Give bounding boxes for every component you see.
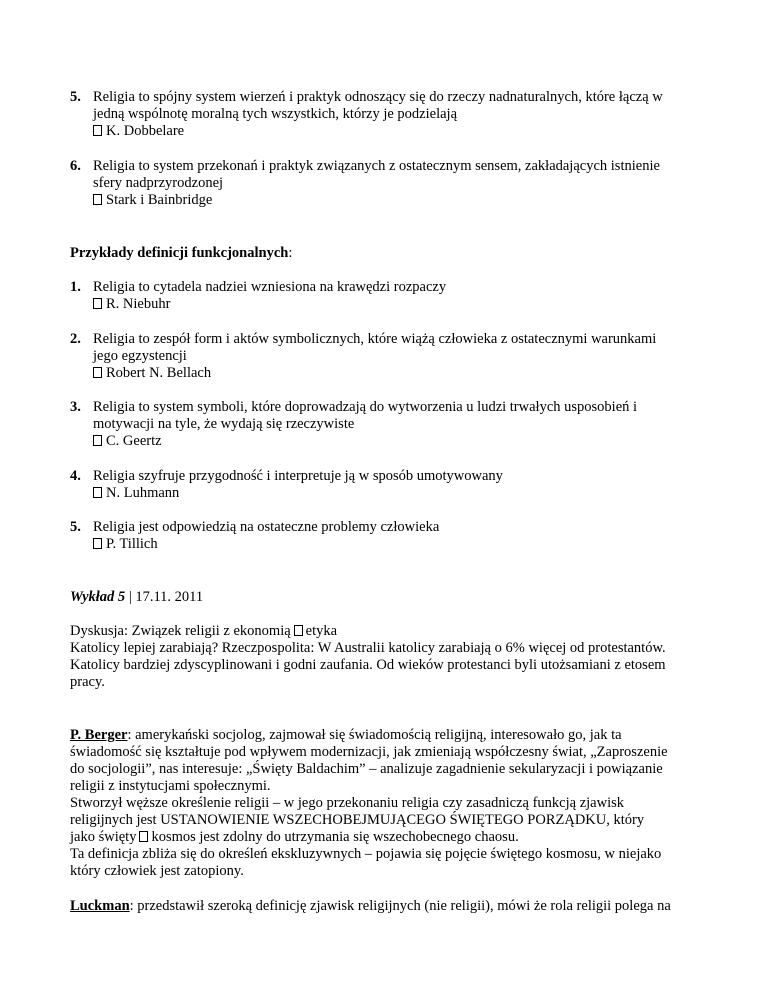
arrow-icon — [93, 538, 102, 549]
paragraph-line: Katolicy bardziej zdyscyplinowani i godni zaufania. Od wieków protestanci byli utożsamiani z etosem — [70, 657, 666, 673]
discussion-suffix: etyka — [305, 623, 338, 639]
paragraph-text: : przedstawił szeroką definicję zjawisk religijnych (nie religii), mówi że rola religii polega na — [129, 898, 671, 914]
definition-author: K. Dobbelare — [106, 123, 185, 139]
arrow-icon — [93, 487, 102, 498]
item-number: 5. — [70, 89, 81, 105]
paragraph-line: Katolicy lepiej zarabiają? Rzeczpospolita: W Australii katolicy zarabiają o 6% więcej od protestantów. — [70, 640, 666, 656]
definition-author: Stark i Bainbridge — [106, 192, 213, 208]
paragraph-line: który człowiek jest zatopiony. — [70, 863, 244, 879]
lecture-header — [70, 589, 690, 606]
definition-line: jedną wspólnotę moralną tych wszystkich, którzy je podzielają — [93, 106, 458, 122]
definition-line: Religia to system symboli, które doprowadzają do wytworzenia u ludzi trwałych usposobień i — [93, 399, 638, 415]
discussion-paragraph — [70, 623, 690, 691]
functional-definition-2 — [70, 331, 690, 382]
item-number: 2. — [70, 331, 81, 347]
lecture-separator: | — [125, 589, 136, 605]
functional-definition-4 — [70, 468, 690, 502]
paragraph-line: religii z instytucjami społecznymi. — [70, 778, 271, 794]
structural-definition-5 — [70, 89, 690, 140]
definition-author: R. Niebuhr — [106, 296, 171, 312]
structural-definition-6 — [70, 158, 690, 209]
berger-paragraph — [70, 727, 690, 880]
definition-author: N. Luhmann — [106, 485, 180, 501]
lecture-title: Wykład 5 — [70, 589, 126, 605]
arrow-icon — [93, 435, 102, 446]
definition-author: P. Tillich — [106, 536, 158, 552]
paragraph-text: jako święty — [70, 829, 137, 845]
arrow-icon — [93, 125, 102, 136]
arrow-icon — [93, 367, 102, 378]
definition-line: Religia to system przekonań i praktyk związanych z ostatecznym sensem, zakładających istnienie — [93, 158, 660, 174]
item-number: 4. — [70, 468, 81, 484]
heading-colon: : — [288, 245, 293, 261]
definition-line: Religia szyfruje przygodność i interpretuje ją w sposób umotywowany — [93, 468, 503, 484]
paragraph-text: kosmos jest zdolny do utrzymania się wszechobecnego chaosu. — [151, 829, 519, 845]
arrow-icon — [294, 625, 303, 636]
definition-line: motywacji na tyle, że wydają się rzeczywiste — [93, 416, 355, 432]
paragraph-text: : amerykański socjolog, zajmował się świadomością religijną, interesowało go, jak ta — [127, 727, 622, 743]
definition-line: Religia to cytadela nadziei wzniesiona na krawędzi rozpaczy — [93, 279, 447, 295]
definition-author: Robert N. Bellach — [106, 365, 212, 381]
definition-line: jego egzystencji — [93, 348, 187, 364]
heading-text: Przykłady definicji funkcjonalnych — [70, 245, 289, 261]
paragraph-line: Stworzył węższe określenie religii – w jego przekonaniu religia czy zasadniczą funkcją zjawisk — [70, 795, 624, 811]
discussion-prefix: Dyskusja: Związek religii z ekonomią — [70, 623, 291, 639]
item-number: 3. — [70, 399, 81, 415]
item-number: 6. — [70, 158, 81, 174]
item-number: 5. — [70, 519, 81, 535]
functional-definition-1 — [70, 279, 690, 313]
paragraph-line: religijnych jest USTANOWIENIE WSZECHOBEJMUJĄCEGO ŚWIĘTEGO PORZĄDKU, który — [70, 812, 645, 828]
paragraph-line: Ta definicja zbliża się do określeń ekskluzywnych – pojawia się pojęcie świętego kosmosu, w niejako — [70, 846, 662, 862]
functional-definition-5 — [70, 519, 690, 553]
functional-definitions-heading — [70, 245, 690, 262]
item-number: 1. — [70, 279, 81, 295]
paragraph-line: pracy. — [70, 674, 105, 690]
definition-line: Religia to zespół form i aktów symbolicznych, które wiążą człowieka z ostatecznymi warunkami — [93, 331, 657, 347]
berger-name: P. Berger — [70, 727, 128, 743]
definition-line: sfery nadprzyrodzonej — [93, 175, 224, 191]
definition-line: Religia to spójny system wierzeń i praktyk odnoszący się do rzeczy nadnaturalnych, które łączą w — [93, 89, 663, 105]
paragraph-line: świadomość się kształtuje pod wpływem modernizacji, jak zmieniają współczesny świat, „Zaproszenie — [70, 744, 668, 760]
arrow-icon — [93, 194, 102, 205]
definition-author: C. Geertz — [106, 433, 162, 449]
lecture-date: 17.11. 2011 — [135, 589, 204, 605]
paragraph-line: do socjologii”, nas interesuje: „Święty Baldachim” – analizuje zagadnienie sekularyzacji i powiązanie — [70, 761, 663, 777]
luckman-name: Luckman — [70, 898, 130, 914]
functional-definition-3 — [70, 399, 690, 450]
luckman-paragraph — [70, 898, 690, 915]
arrow-icon — [93, 298, 102, 309]
arrow-icon — [139, 831, 148, 842]
definition-line: Religia jest odpowiedzią na ostateczne problemy człowieka — [93, 519, 440, 535]
